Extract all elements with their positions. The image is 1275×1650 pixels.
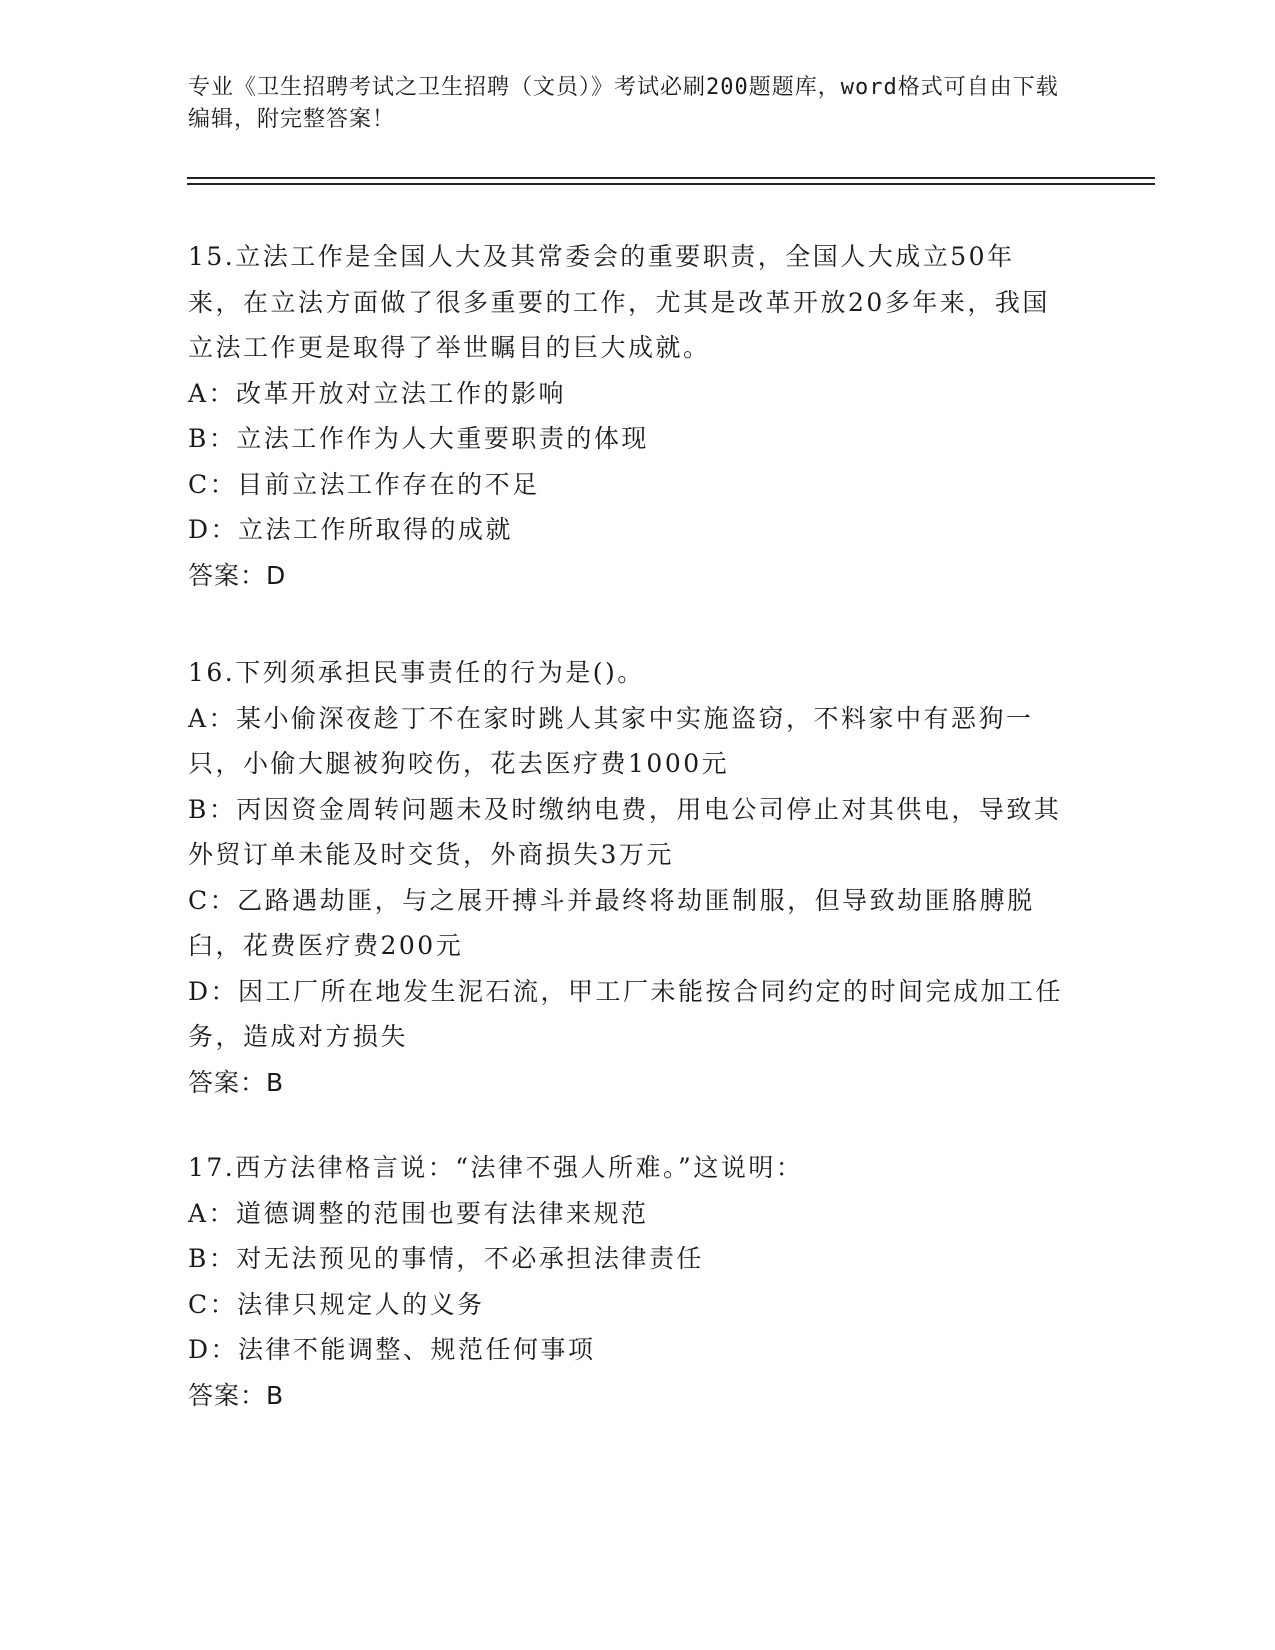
option-d: D：因工厂所在地发生泥石流，甲工厂未能按合同约定的时间完成加工任务，造成对方损失 <box>188 976 1064 1051</box>
option-a: A：改革开放对立法工作的影响 <box>188 378 567 408</box>
document-header: 专业《卫生招聘考试之卫生招聘（文员）》考试必刷200题题库，word格式可自由下载编辑，附完整答案！ <box>188 75 1059 132</box>
option-d: D：立法工作所取得的成就 <box>188 515 514 544</box>
answer-line: 答案：D <box>188 560 287 590</box>
question-17 <box>188 1145 1068 1418</box>
option-b: B：对无法预见的事情，不必承担法律责任 <box>188 1244 704 1273</box>
header-divider-top <box>187 177 1155 179</box>
answer-line: 答案：B <box>188 1380 285 1410</box>
option-c: C：目前立法工作存在的不足 <box>188 469 540 499</box>
option-c: C：法律只规定人的义务 <box>188 1289 485 1319</box>
option-b: B：立法工作作为人大重要职责的体现 <box>188 424 649 453</box>
option-b: B：丙因资金周转问题未及时缴纳电费，用电公司停止对其供电，导致其外贸订单未能及时交货，外商损失3万元 <box>188 794 1062 869</box>
question-15 <box>188 234 1068 598</box>
question-stem: 16.下列须承担民事责任的行为是()。 <box>188 658 645 687</box>
option-d: D：法律不能调整、规范任何事项 <box>188 1335 596 1364</box>
question-stem: 17.西方法律格言说：“法律不强人所难。”这说明： <box>188 1153 804 1182</box>
option-c: C：乙路遇劫匪，与之展开搏斗并最终将劫匪制服，但导致劫匪胳膊脱臼，花费医疗费200元 <box>188 885 1035 960</box>
header-divider-bottom <box>187 183 1155 185</box>
question-16 <box>188 650 1068 1105</box>
option-a: A：道德调整的范围也要有法律来规范 <box>188 1198 649 1228</box>
question-stem: 15.立法工作是全国人大及其常委会的重要职责，全国人大成立50年来，在立法方面做了很多重要的工作，尤其是改革开放20多年来，我国立法工作更是取得了举世瞩目的巨大成就。 <box>188 242 1050 362</box>
option-a: A：某小偷深夜趁丁不在家时跳人其家中实施盗窃，不料家中有恶狗一只，小偷大腿被狗咬伤，花去医疗费1000元 <box>188 703 1034 778</box>
answer-line: 答案：B <box>188 1067 285 1097</box>
